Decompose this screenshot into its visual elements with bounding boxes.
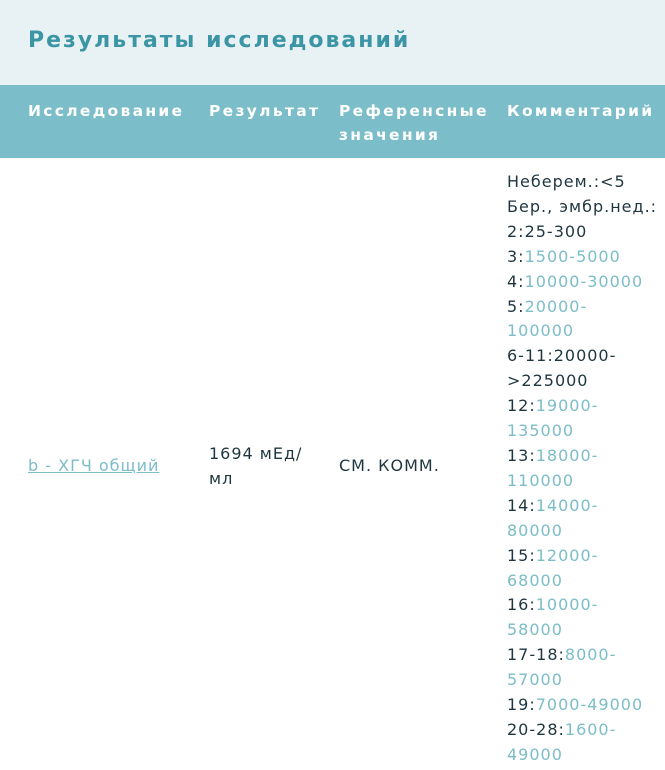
comment-line-value: 57000: [507, 670, 563, 690]
comment-line-value: 7000-49000: [535, 695, 644, 715]
comment-line: [507, 344, 657, 369]
comment-line: [507, 494, 657, 519]
comment-line: [507, 220, 657, 245]
comment-line-value: 12000-: [535, 545, 599, 565]
comment-line-value: 1600-: [564, 719, 617, 739]
comment-line: [507, 419, 657, 444]
comment-line-value: 8000-: [564, 645, 617, 665]
comment-line-label: 19:: [507, 695, 536, 715]
comment-line: [507, 369, 657, 394]
table-header: [0, 85, 665, 158]
result-value-line2: мл: [209, 468, 234, 488]
comment-line-value: 58000: [507, 620, 563, 640]
comment-line-label: 13:: [507, 445, 536, 465]
title-bar: [0, 0, 665, 85]
comment-line-label: 6-11:20000-: [507, 346, 617, 366]
column-header-reference: [339, 99, 489, 147]
comment-line-value: 100000: [507, 321, 575, 341]
column-header-result: Результат: [209, 102, 321, 120]
comment-cell: [507, 170, 657, 768]
column-header-reference-line1: Референсные: [339, 102, 489, 120]
comment-line-value: 80000: [507, 520, 563, 540]
comment-line: [507, 444, 657, 469]
comment-line: [507, 593, 657, 618]
column-header-comment: Комментарий: [507, 102, 655, 120]
comment-line: [507, 668, 657, 693]
comment-line: [507, 569, 657, 594]
result-value-line1: 1694 мЕд/: [209, 444, 303, 463]
comment-line: [507, 270, 657, 295]
comment-line-label: 12:: [507, 396, 536, 416]
comment-line-value: 20000-: [524, 296, 588, 316]
comment-line-value: 10000-: [535, 595, 599, 615]
comment-line: [507, 718, 657, 743]
comment-line: [507, 544, 657, 569]
comment-line-value: 18000-: [535, 445, 599, 465]
reference-cell: СМ. КОММ.: [339, 456, 440, 475]
comment-line-label: Неберем.:<5: [507, 172, 626, 191]
comment-line: [507, 170, 657, 195]
comment-line-label: 20-28:: [507, 719, 565, 739]
comment-line-value: 110000: [507, 470, 575, 490]
comment-line-label: 4:: [507, 271, 525, 291]
comment-line: [507, 743, 657, 768]
comment-line-value: 68000: [507, 570, 563, 590]
comment-line-label: 16:: [507, 595, 536, 615]
comment-line: [507, 245, 657, 270]
comment-line-value: 10000-30000: [524, 271, 644, 291]
comment-line: [507, 519, 657, 544]
comment-line: [507, 394, 657, 419]
comment-line-value: 49000: [507, 744, 563, 764]
comment-line-label: Бер., эмбр.нед.:: [507, 196, 658, 216]
comment-line-label: >225000: [507, 371, 589, 391]
comment-line: [507, 693, 657, 718]
comment-line-label: 5:: [507, 296, 525, 316]
comment-line-value: 19000-: [535, 396, 599, 416]
comment-line: [507, 195, 657, 220]
comment-line-value: 135000: [507, 421, 575, 441]
page-title: Результаты исследований: [28, 28, 411, 53]
comment-line-label: 14:: [507, 495, 536, 515]
column-header-test: Исследование: [28, 102, 185, 120]
comment-line: [507, 295, 657, 320]
comment-line: [507, 643, 657, 668]
comment-line: [507, 319, 657, 344]
comment-line: [507, 618, 657, 643]
result-cell: [209, 442, 302, 492]
table-row: [0, 158, 665, 770]
comment-line-value: 1500-5000: [524, 246, 621, 266]
test-name-link[interactable]: b - ХГЧ общий: [28, 456, 160, 475]
comment-line-label: 17-18:: [507, 645, 565, 665]
comment-line-label: 15:: [507, 545, 536, 565]
test-cell: [28, 454, 159, 479]
comment-line-label: 2:25-300: [507, 221, 588, 241]
column-header-reference-line2: значения: [339, 126, 441, 144]
comment-line: [507, 469, 657, 494]
comment-line-label: 3:: [507, 246, 525, 266]
comment-line-value: 14000-: [535, 495, 599, 515]
